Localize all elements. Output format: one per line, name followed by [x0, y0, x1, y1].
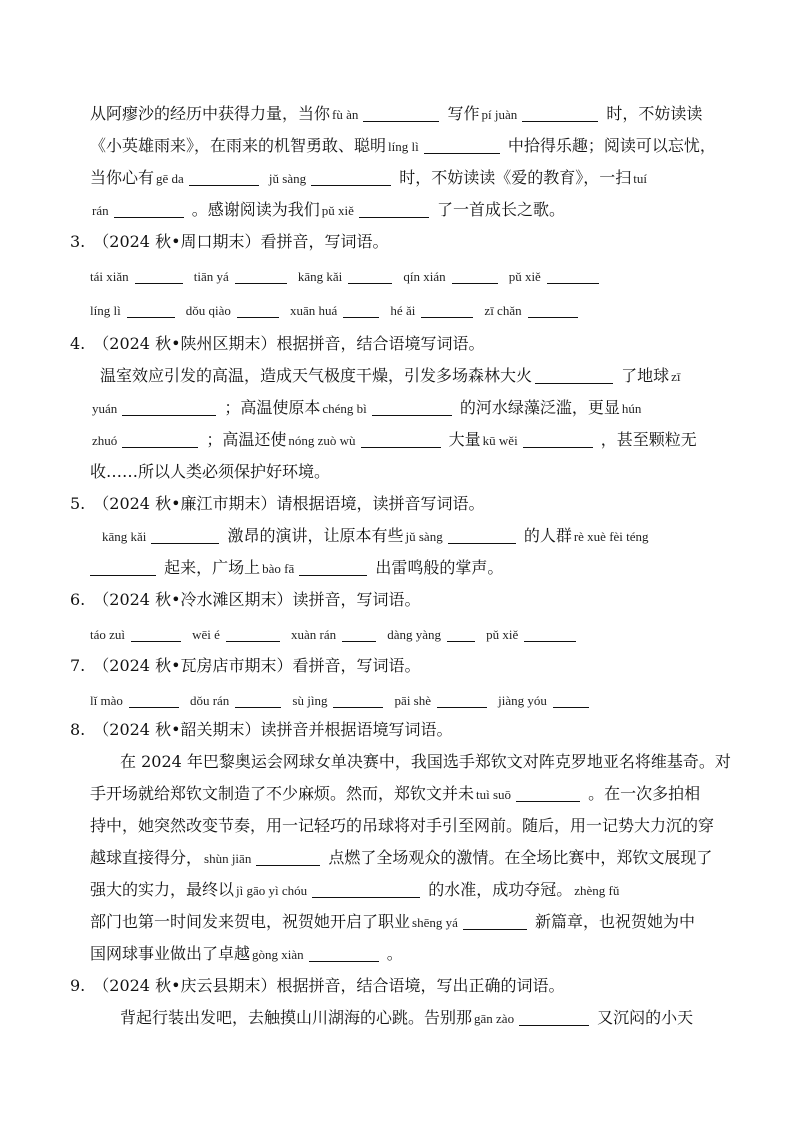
pinyin: kū wěi: [482, 433, 518, 448]
pinyin: bào fā: [262, 561, 295, 576]
answer-blank[interactable]: [524, 625, 576, 642]
answer-blank[interactable]: [312, 881, 420, 898]
text: 点燃了全场观众的激情。在全场比赛中，郑钦文展现了: [328, 848, 713, 867]
answer-blank[interactable]: [553, 691, 589, 708]
q4-line-1: [100, 366, 683, 388]
q9-line-1: [120, 1008, 693, 1030]
pinyin: líng lì: [388, 139, 419, 154]
q8-line-6: [90, 912, 695, 934]
text: 起来，广场上: [164, 558, 261, 577]
pinyin: pǔ xiě: [508, 269, 541, 284]
answer-blank[interactable]: [237, 301, 279, 318]
text: 新篇章，也祝贺她为中: [534, 912, 695, 931]
answer-blank[interactable]: [363, 105, 439, 122]
text: 温室效应引发的高温，造成天气极度干燥，引发多场森林大火: [100, 366, 533, 385]
q8-line-5: [90, 880, 621, 902]
pinyin: tuì suō: [476, 787, 512, 802]
answer-blank[interactable]: [235, 691, 281, 708]
text: ；高温使原本: [224, 398, 321, 417]
q3-title: 3. （2024 秋•周口期末）看拼音，写词语。: [70, 232, 389, 251]
pinyin: hé ǎi: [390, 303, 416, 318]
pinyin: kāng kǎi: [297, 269, 343, 284]
answer-blank[interactable]: [151, 527, 219, 544]
answer-blank[interactable]: [299, 559, 367, 576]
text: 手开场就给郑钦文制造了不少麻烦。然而，郑钦文并未: [90, 784, 475, 803]
text: 了地球: [621, 366, 670, 385]
pinyin: líng lì: [90, 303, 121, 318]
q8-line-2: [90, 784, 700, 806]
pinyin: gē da: [156, 171, 184, 186]
pinyin: yuán: [92, 401, 118, 416]
answer-blank[interactable]: [359, 201, 429, 218]
pinyin: chéng bì: [322, 401, 367, 416]
text: 的河水绿藻泛滥，更显: [459, 398, 620, 417]
answer-blank[interactable]: [114, 201, 184, 218]
answer-blank[interactable]: [516, 785, 580, 802]
pinyin: dǒu qiào: [185, 303, 231, 318]
answer-blank[interactable]: [547, 267, 599, 284]
answer-blank[interactable]: [129, 691, 179, 708]
pinyin: pǔ xiě: [321, 203, 354, 218]
text: 激昂的演讲，让原本有些: [227, 526, 404, 545]
pinyin: jiàng yóu: [498, 693, 547, 708]
pinyin: rán: [92, 203, 109, 218]
text: 。: [386, 944, 403, 963]
q7-row: [90, 690, 595, 712]
answer-blank[interactable]: [522, 105, 598, 122]
pinyin: xuān huá: [290, 303, 338, 318]
intro-line-4: [90, 200, 565, 222]
q5-title: 5. （2024 秋•廉江市期末）请根据语境，读拼音写词语。: [70, 494, 485, 513]
pinyin: jǔ sàng: [405, 529, 443, 544]
intro-line-1: [90, 104, 702, 126]
q8-line-3: 持中，她突然改变节奏，用一记轻巧的吊球将对手引至网前。随后，用一记势大力沉的穿: [90, 816, 715, 835]
text: 的水准，成功夺冠。: [428, 880, 573, 899]
pinyin: táo zuì: [90, 627, 126, 642]
text: 《小英雄雨来》，在雨来的机智勇敢、聪明: [90, 136, 387, 155]
q7-title: 7. （2024 秋•瓦房店市期末）看拼音，写词语。: [70, 656, 421, 675]
answer-blank[interactable]: [226, 625, 280, 642]
answer-blank[interactable]: [90, 559, 156, 576]
pinyin: dàng yàng: [387, 627, 442, 642]
text: 了一首成长之歌。: [436, 200, 565, 219]
pinyin: lǐ mào: [90, 693, 123, 708]
text: ，甚至颗粒无: [600, 430, 697, 449]
text: 的人群: [523, 526, 572, 545]
pinyin: shùn jiān: [204, 851, 252, 866]
pinyin: sù jìng: [292, 693, 328, 708]
text: 写作: [447, 104, 480, 123]
pinyin: zhèng fǔ: [574, 883, 620, 898]
pinyin: gān zào: [474, 1011, 515, 1026]
pinyin: pāi shè: [394, 693, 432, 708]
pinyin: shēng yá: [412, 915, 458, 930]
text: 部门也第一时间发来贺电，祝贺她开启了职业: [90, 912, 411, 931]
answer-blank[interactable]: [424, 137, 500, 154]
answer-blank[interactable]: [122, 431, 198, 448]
q8-line-7: [90, 944, 403, 966]
text: 强大的实力，最终以: [90, 880, 235, 899]
pinyin: fù àn: [332, 107, 359, 122]
answer-blank[interactable]: [135, 267, 183, 284]
text: 越球直接得分，: [90, 848, 203, 867]
answer-blank[interactable]: [189, 169, 259, 186]
q8-line-4: [90, 848, 712, 870]
pinyin: zī: [671, 369, 681, 384]
text: 时，不妨读读《爱的教育》，一扫: [399, 168, 632, 187]
text: 出雷鸣般的掌声。: [375, 558, 504, 577]
intro-line-3: [90, 168, 649, 190]
q5-line-2: [90, 558, 503, 580]
text: 国网球事业做出了卓越: [90, 944, 251, 963]
answer-blank[interactable]: [519, 1009, 589, 1026]
pinyin: tái xiǎn: [90, 269, 129, 284]
pinyin: hún: [621, 401, 642, 416]
answer-blank[interactable]: [372, 399, 452, 416]
answer-blank[interactable]: [333, 691, 383, 708]
answer-blank[interactable]: [361, 431, 441, 448]
answer-blank[interactable]: [523, 431, 593, 448]
pinyin: jì gāo yì chóu: [236, 883, 308, 898]
q3-row-1: [90, 266, 605, 288]
pinyin: xuàn rán: [291, 627, 337, 642]
q4-line-4: 收……所以人类必须保护好环境。: [90, 462, 331, 481]
answer-blank[interactable]: [127, 301, 175, 318]
q9-title: 9. （2024 秋•庆云县期末）根据拼音，结合语境，写出正确的词语。: [70, 976, 565, 995]
intro-line-2: [90, 136, 716, 158]
pinyin: tiān yá: [193, 269, 229, 284]
answer-blank[interactable]: [131, 625, 181, 642]
answer-blank[interactable]: [452, 267, 498, 284]
answer-blank[interactable]: [235, 267, 287, 284]
text: 当你心有: [90, 168, 155, 187]
answer-blank[interactable]: [421, 301, 473, 318]
answer-blank[interactable]: [122, 399, 216, 416]
answer-blank[interactable]: [342, 625, 376, 642]
q4-title: 4. （2024 秋•陕州区期末）根据拼音，结合语境写词语。: [70, 334, 485, 353]
q6-title: 6. （2024 秋•冷水滩区期末）读拼音，写词语。: [70, 590, 421, 609]
pinyin: jǔ sàng: [268, 171, 307, 186]
pinyin: qín xián: [403, 269, 446, 284]
pinyin: dǒu rán: [189, 693, 230, 708]
q8-title: 8. （2024 秋•韶关期末）读拼音并根据语境写词语。: [70, 720, 453, 739]
text: 。在一次多拍相: [588, 784, 701, 803]
pinyin: kāng kǎi: [102, 529, 147, 544]
answer-blank[interactable]: [447, 625, 475, 642]
answer-blank[interactable]: [256, 849, 320, 866]
q4-line-3: [90, 430, 697, 452]
answer-blank[interactable]: [448, 527, 516, 544]
answer-blank[interactable]: [528, 301, 578, 318]
text: 从阿瘳沙的经历中获得力量，当你: [90, 104, 331, 123]
answer-blank[interactable]: [309, 945, 379, 962]
answer-blank[interactable]: [343, 301, 379, 318]
pinyin: zī chǎn: [484, 303, 522, 318]
q4-line-2: [90, 398, 643, 420]
q3-row-2: [90, 300, 584, 322]
text: 大量: [448, 430, 481, 449]
answer-blank[interactable]: [348, 267, 392, 284]
answer-blank[interactable]: [535, 367, 613, 384]
text: 。感谢阅读为我们: [191, 200, 320, 219]
text: ；高温还使: [206, 430, 287, 449]
answer-blank[interactable]: [463, 913, 527, 930]
pinyin: nóng zuò wù: [288, 433, 356, 448]
pinyin: wēi é: [192, 627, 220, 642]
q8-line-1: 在 2024 年巴黎奥运会网球女单决赛中，我国选手郑钦文对阵克罗地亚名将维基奇。对: [120, 752, 731, 771]
text: 中拾得乐趣；阅读可以忘忧，: [507, 136, 716, 155]
pinyin: pí juàn: [481, 107, 518, 122]
pinyin: pǔ xiě: [486, 627, 519, 642]
answer-blank[interactable]: [437, 691, 487, 708]
text: 又沉闷的小天: [597, 1008, 694, 1027]
q6-row: [90, 624, 582, 646]
text: 时，不妨读读: [606, 104, 703, 123]
pinyin: tuí: [633, 171, 647, 186]
q5-line-1: [100, 526, 651, 548]
text: 背起行装出发吧，去触摸山川湖海的心跳。告别那: [120, 1008, 473, 1027]
pinyin: gòng xiàn: [252, 947, 304, 962]
pinyin: zhuó: [92, 433, 118, 448]
pinyin: rè xuè fèi téng: [573, 529, 649, 544]
answer-blank[interactable]: [311, 169, 391, 186]
